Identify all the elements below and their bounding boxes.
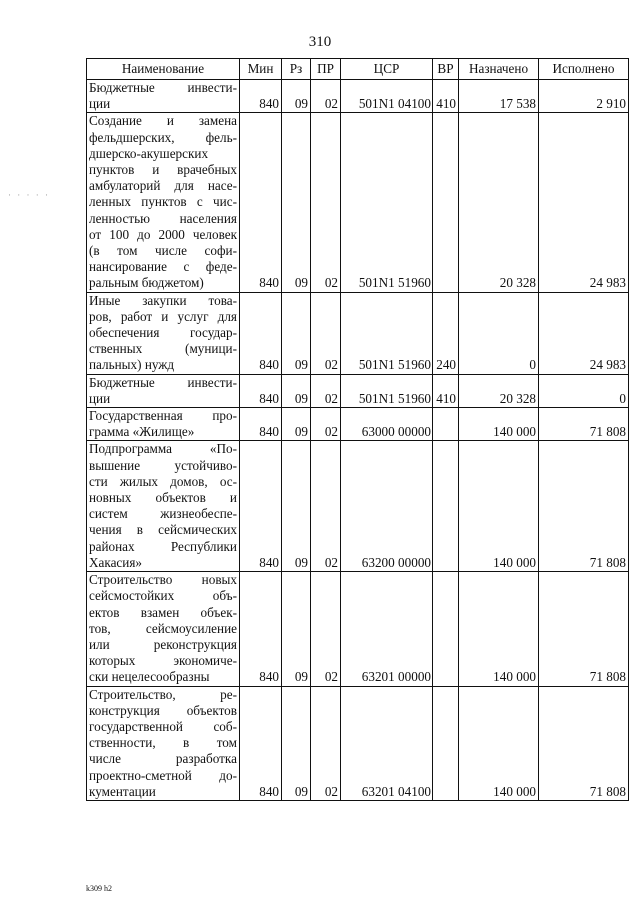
row-name-line: районах Республики: [89, 538, 237, 554]
row-name-line: Хакасия»: [89, 554, 143, 570]
row-name-line: ральным бюджетом): [89, 275, 204, 291]
header-min: Мин: [240, 59, 282, 80]
row-assigned: 140 000: [459, 408, 539, 441]
row-name-line: от 100 до 2000 человек: [89, 226, 237, 242]
footer-code: k309 h2: [86, 884, 112, 893]
row-name-line: которых экономиче-: [89, 653, 237, 669]
table-row: [87, 80, 629, 113]
row-executed: 71 808: [539, 686, 629, 800]
row-name: [87, 408, 240, 441]
row-vr: 410: [433, 80, 459, 113]
header-csr: ЦСР: [341, 59, 433, 80]
row-name-line: тов, сейсмоусиление: [89, 620, 237, 636]
row-name-line: пальных) нужд: [89, 357, 175, 373]
row-rz: 09: [282, 292, 311, 374]
row-csr: 501N1 51960: [341, 374, 433, 407]
row-name: [87, 441, 240, 572]
header-rz: Рз: [282, 59, 311, 80]
row-name-line: ски нецелесообразны: [89, 669, 210, 685]
row-name: [87, 80, 240, 113]
row-min: 840: [240, 80, 282, 113]
row-name-line: ции: [89, 96, 111, 112]
row-assigned: 0: [459, 292, 539, 374]
header-vr: ВР: [433, 59, 459, 80]
row-name-line: ции: [89, 390, 111, 406]
row-name-line: государственной соб-: [89, 718, 237, 734]
row-min: 840: [240, 113, 282, 292]
row-name: [87, 113, 240, 292]
row-name-line: нансирование с феде-: [89, 259, 237, 275]
row-min: 840: [240, 572, 282, 686]
row-vr: 240: [433, 292, 459, 374]
row-assigned: 20 328: [459, 113, 539, 292]
row-pr: 02: [311, 80, 341, 113]
table-row: [87, 292, 629, 374]
table-body: [87, 80, 629, 801]
row-min: 840: [240, 441, 282, 572]
row-vr: [433, 441, 459, 572]
row-rz: 09: [282, 113, 311, 292]
row-csr: 501N1 04100: [341, 80, 433, 113]
row-rz: 09: [282, 441, 311, 572]
row-assigned: 140 000: [459, 686, 539, 800]
row-executed: 71 808: [539, 441, 629, 572]
budget-table: [86, 58, 629, 801]
row-min: 840: [240, 374, 282, 407]
row-name-line: ственности, в том: [89, 735, 237, 751]
margin-marks: · · · · ·: [8, 190, 50, 200]
row-csr: 501N1 51960: [341, 113, 433, 292]
table-row: [87, 441, 629, 572]
row-name-line: числе разработка: [89, 751, 237, 767]
row-name-line: амбулаторий для насе-: [89, 178, 237, 194]
row-pr: 02: [311, 441, 341, 572]
table-row: [87, 113, 629, 292]
row-name-line: Подпрограмма «По-: [89, 441, 237, 457]
row-name-line: проектно-сметной до-: [89, 767, 237, 783]
row-name-line: Иные закупки това-: [89, 292, 237, 308]
row-rz: 09: [282, 572, 311, 686]
row-vr: [433, 572, 459, 686]
row-name-line: Строительство новых: [89, 572, 237, 588]
row-rz: 09: [282, 80, 311, 113]
row-pr: 02: [311, 686, 341, 800]
header-pr: ПР: [311, 59, 341, 80]
row-name-line: или реконструкция: [89, 636, 237, 652]
row-name: [87, 686, 240, 800]
header-row: [87, 59, 629, 80]
row-min: 840: [240, 686, 282, 800]
row-pr: 02: [311, 572, 341, 686]
row-csr: 63201 04100: [341, 686, 433, 800]
row-rz: 09: [282, 408, 311, 441]
row-min: 840: [240, 408, 282, 441]
row-name-line: дшерско-акушерских: [89, 145, 209, 161]
table-row: [87, 374, 629, 407]
row-name-line: ственных (муници-: [89, 341, 237, 357]
row-csr: 63000 00000: [341, 408, 433, 441]
row-min: 840: [240, 292, 282, 374]
row-name-line: обеспечения государ-: [89, 325, 237, 341]
header-executed: Исполнено: [539, 59, 629, 80]
row-name-line: фельдшерских, фель-: [89, 129, 237, 145]
row-name-line: систем жизнеобеспе-: [89, 506, 237, 522]
row-vr: [433, 686, 459, 800]
table-row: [87, 686, 629, 800]
row-name-line: чения в сейсмических: [89, 522, 237, 538]
row-csr: 501N1 51960: [341, 292, 433, 374]
row-pr: 02: [311, 113, 341, 292]
row-name-line: Создание и замена: [89, 113, 237, 129]
row-name-line: Бюджетные инвести-: [89, 374, 237, 390]
row-executed: 0: [539, 374, 629, 407]
row-vr: [433, 408, 459, 441]
row-rz: 09: [282, 686, 311, 800]
row-name-line: новных объектов и: [89, 490, 237, 506]
row-assigned: 140 000: [459, 572, 539, 686]
table-row: [87, 408, 629, 441]
row-csr: 63200 00000: [341, 441, 433, 572]
row-name-line: сейсмостойких объ-: [89, 588, 237, 604]
row-vr: [433, 113, 459, 292]
row-pr: 02: [311, 374, 341, 407]
row-name-line: вышение устойчиво-: [89, 457, 237, 473]
row-name-line: пунктов и врачебных: [89, 162, 237, 178]
row-name-line: конструкция объектов: [89, 702, 237, 718]
row-name-line: грамма «Жилище»: [89, 424, 195, 440]
row-name-line: (в том числе софи-: [89, 243, 237, 259]
row-name-line: ленных пунктов с чис-: [89, 194, 237, 210]
row-name: [87, 374, 240, 407]
row-assigned: 20 328: [459, 374, 539, 407]
row-pr: 02: [311, 292, 341, 374]
row-vr: 410: [433, 374, 459, 407]
row-executed: 24 983: [539, 113, 629, 292]
row-executed: 2 910: [539, 80, 629, 113]
row-name-line: ров, работ и услуг для: [89, 308, 237, 324]
row-executed: 24 983: [539, 292, 629, 374]
header-name: Наименование: [87, 59, 240, 80]
row-executed: 71 808: [539, 408, 629, 441]
row-name-line: Бюджетные инвести-: [89, 80, 237, 95]
row-name-line: ленностью населения: [89, 210, 237, 226]
table-header: [87, 59, 629, 80]
row-name-line: Строительство, ре-: [89, 686, 237, 702]
row-name-line: кументации: [89, 783, 156, 799]
table-row: [87, 572, 629, 686]
header-assigned: Назначено: [459, 59, 539, 80]
row-pr: 02: [311, 408, 341, 441]
row-name: [87, 292, 240, 374]
row-name: [87, 572, 240, 686]
row-name-line: сти жилых домов, ос-: [89, 473, 237, 489]
row-assigned: 140 000: [459, 441, 539, 572]
row-rz: 09: [282, 374, 311, 407]
page-number: 310: [308, 34, 332, 50]
row-name-line: Государственная про-: [89, 408, 237, 424]
row-csr: 63201 00000: [341, 572, 433, 686]
row-executed: 71 808: [539, 572, 629, 686]
row-name-line: ектов взамен объек-: [89, 604, 237, 620]
row-assigned: 17 538: [459, 80, 539, 113]
